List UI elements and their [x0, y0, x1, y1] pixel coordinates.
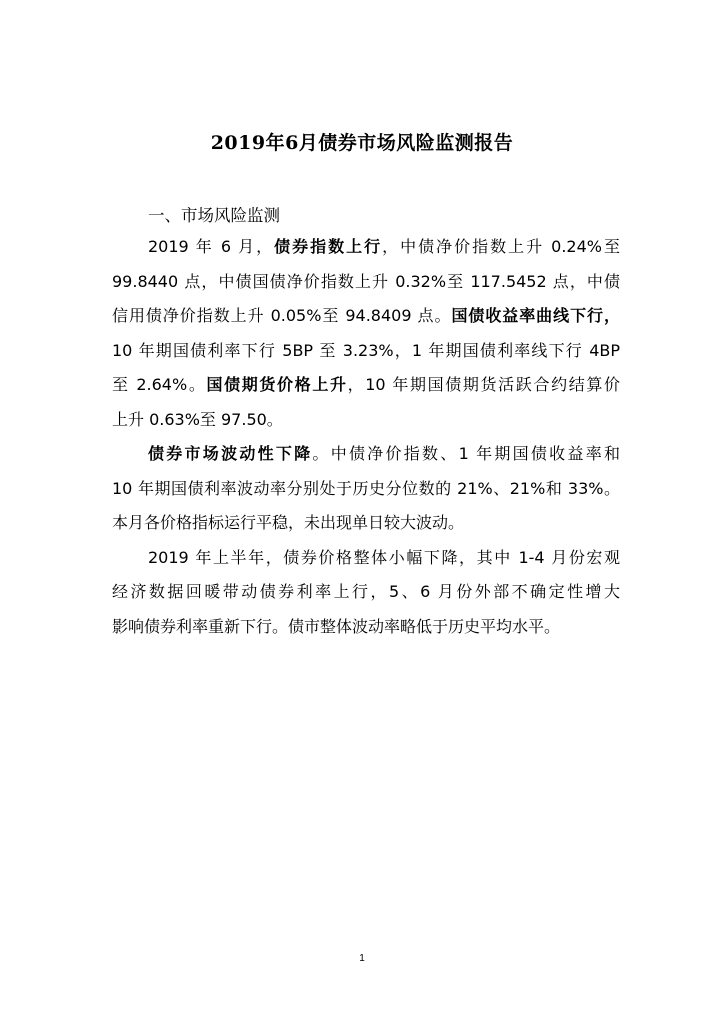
text-segment: 上升 0.63%至 97.50。	[112, 409, 283, 429]
bold-text: 债券市场波动性下降	[148, 444, 313, 463]
text-segment: ，10 年期国债期货活跃合约结算价	[347, 375, 620, 394]
text-line	[112, 541, 620, 576]
text-line	[112, 299, 620, 334]
section-heading: 一、市场风险监测	[148, 206, 280, 225]
text-line	[112, 437, 620, 472]
text-segment: ，中债净价指数上升 0.24%至	[382, 237, 620, 256]
text-line	[112, 472, 620, 507]
bold-text: 债券指数上行	[274, 237, 383, 256]
document-title: 2019年6月债券市场风险监测报告	[210, 132, 514, 154]
bold-text: 国债期货价格上升	[206, 375, 348, 394]
text-segment: 2019 年上半年，债券价格整体小幅下降，其中 1-4 月份宏观	[148, 547, 620, 567]
paragraph	[112, 230, 620, 437]
paragraph	[112, 541, 620, 645]
text-segment: 10 年期国债利率下行 5BP 至 3.23%，1 年期国债利率线下行 4BP	[112, 340, 620, 360]
text-segment: 经济数据回暖带动债券利率上行，5、6 月份外部不确定性增大	[112, 582, 620, 601]
paragraph	[112, 437, 620, 541]
text-line	[112, 265, 620, 300]
text-line	[112, 610, 620, 645]
text-line	[112, 368, 620, 403]
text-line	[112, 334, 620, 369]
bold-text: 国债收益率曲线下行，	[451, 306, 620, 325]
text-segment: 。中债净价指数、1 年期国债收益率和	[312, 444, 620, 463]
text-line	[112, 230, 620, 265]
text-segment: 至 2.64%。	[112, 375, 207, 394]
text-segment: 10 年期国债利率波动率分别处于历史分位数的 21%、21%和 33%。	[112, 478, 620, 498]
text-segment: 99.8440 点，中债国债净价指数上升 0.32%至 117.5452 点，中债	[112, 271, 620, 291]
text-line	[112, 575, 620, 610]
document-body	[112, 230, 620, 644]
text-segment: 影响债券利率重新下行。债市整体波动率略低于历史平均水平。	[112, 616, 561, 636]
text-segment: 信用债净价指数上升 0.05%至 94.8409 点。	[112, 306, 452, 325]
text-segment: 本月各价格指标运行平稳，未出现单日较大波动。	[112, 513, 465, 532]
text-segment: 2019 年 6 月，	[148, 237, 275, 256]
text-line	[112, 506, 620, 541]
text-line	[112, 403, 620, 438]
page-number: 1	[359, 953, 365, 964]
